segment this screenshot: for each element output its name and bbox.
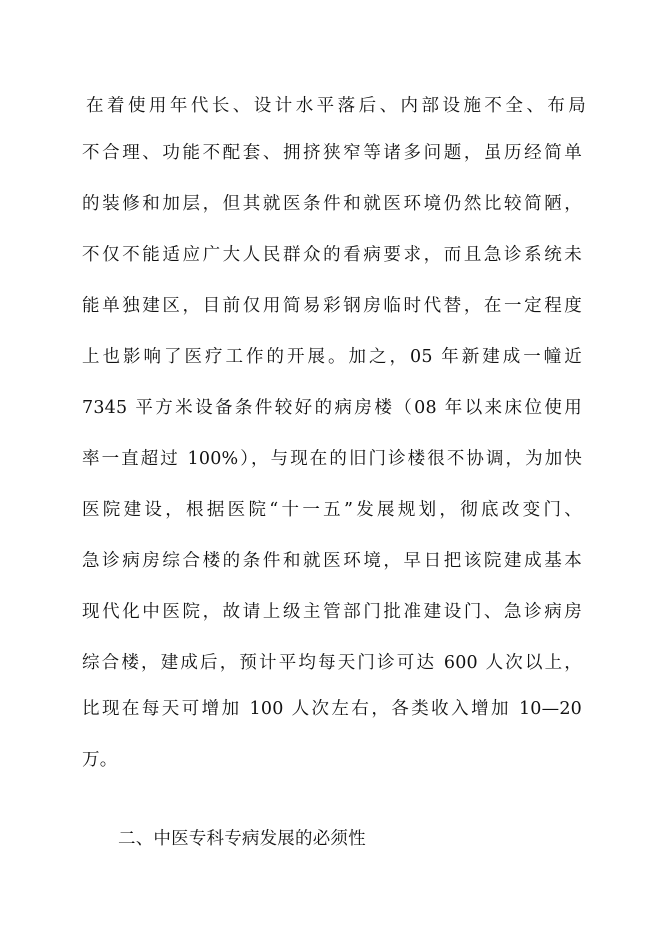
paragraph-line-11: 现代化中医院，故请上级主管部门批准建设门、急诊病房	[82, 602, 582, 622]
paragraph-line-4: 不仅不能适应广大人民群众的看病要求，而且急诊系统未	[82, 245, 582, 265]
paragraph-line-12: 综合楼，建成后，预计平均每天门诊可达 600 人次以上，	[82, 653, 582, 673]
paragraph-line-14: 万。	[82, 750, 118, 770]
paragraph-line-5: 能单独建区，目前仅用简易彩钢房临时代替，在一定程度	[82, 296, 582, 316]
paragraph-line-10: 急诊病房综合楼的条件和就医环境，早日把该院建成基本	[82, 551, 582, 571]
paragraph-line-8: 率一直超过 100%），与现在的旧门诊楼很不协调，为加快	[82, 449, 582, 469]
paragraph-line-1: 在着使用年代长、设计水平落后、内部设施不全、布局	[86, 96, 586, 116]
section-heading: 二、中医专科专病发展的必须性	[118, 829, 366, 849]
paragraph-line-9: 医院建设，根据医院“十一五”发展规划，彻底改变门、	[82, 500, 582, 520]
paragraph-line-13: 比现在每天可增加 100 人次左右，各类收入增加 10—20	[82, 699, 582, 719]
paragraph-line-3: 的装修和加层，但其就医条件和就医环境仍然比较简陋，	[82, 194, 582, 214]
paragraph-line-7: 7345 平方米设备条件较好的病房楼（08 年以来床位使用	[82, 398, 582, 418]
paragraph-line-6: 上也影响了医疗工作的开展。加之，05 年新建成一幢近	[82, 347, 582, 367]
paragraph-line-2: 不合理、功能不配套、拥挤狭窄等诸多问题，虽历经简单	[82, 143, 582, 163]
